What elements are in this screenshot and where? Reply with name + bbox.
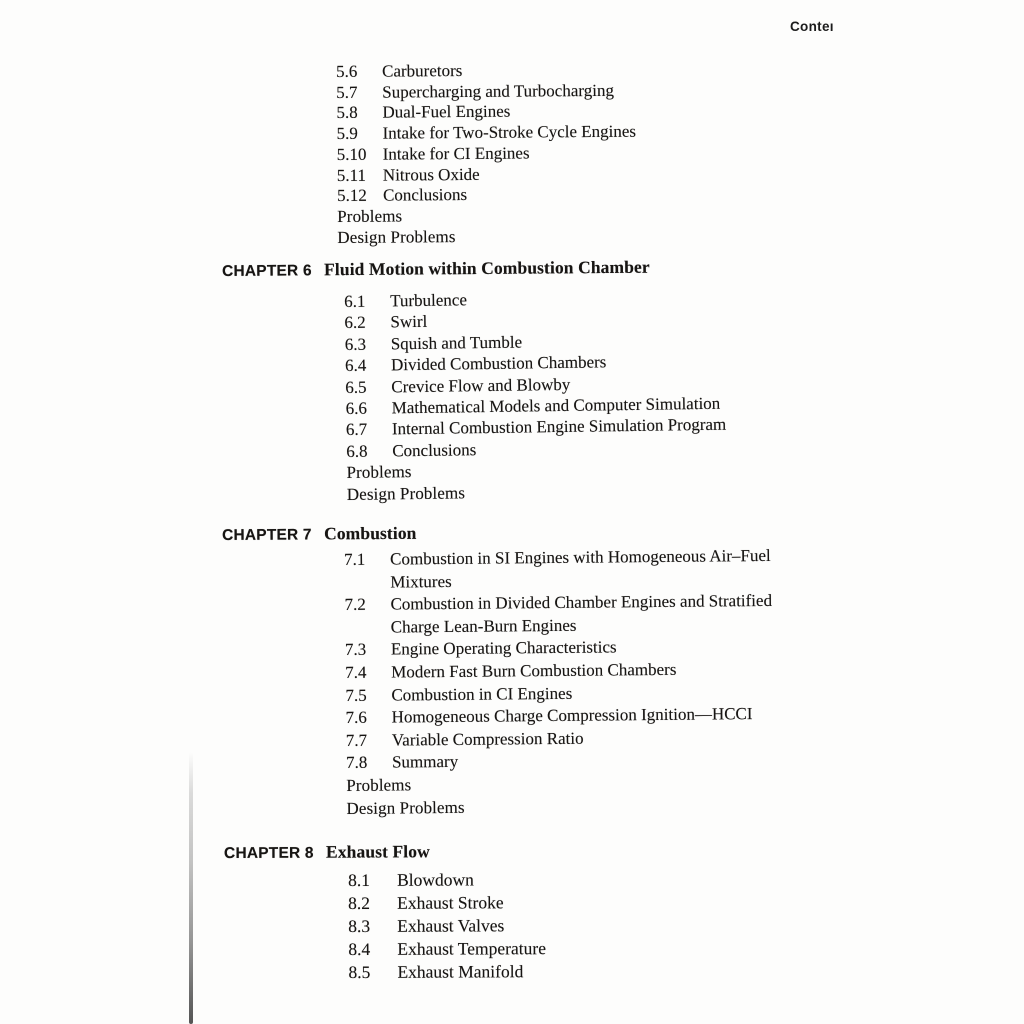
item-title: Intake for Two-Stroke Cycle Engines bbox=[382, 121, 637, 143]
item-title: Summary bbox=[391, 752, 459, 772]
design-problems-line: Design Problems bbox=[346, 797, 465, 818]
toc-item bbox=[336, 122, 636, 145]
item-title: Intake for CI Engines bbox=[382, 143, 530, 164]
item-number: 7.2 bbox=[344, 594, 366, 615]
item-title: Exhaust Temperature bbox=[397, 938, 547, 959]
item-number: 6.1 bbox=[344, 291, 366, 311]
chapter-label: CHAPTER 7 bbox=[222, 526, 312, 544]
item-number: 7.3 bbox=[344, 640, 367, 660]
item-number: 8.5 bbox=[348, 961, 371, 982]
item-number: 8.1 bbox=[348, 869, 370, 890]
toc-item bbox=[344, 590, 805, 640]
chapter6-heading bbox=[222, 257, 650, 281]
item-title: Squish and Tumble bbox=[390, 332, 523, 354]
chapter-title: Combustion bbox=[323, 522, 417, 544]
item-title: Internal Combustion Engine Simulation Program bbox=[391, 415, 727, 439]
item-number: 8.4 bbox=[348, 938, 371, 959]
problems-line: Problems bbox=[337, 206, 403, 226]
toc-item bbox=[348, 914, 546, 938]
item-number: 5.11 bbox=[336, 165, 367, 185]
toc-item bbox=[344, 545, 805, 595]
item-number: 5.12 bbox=[336, 185, 367, 206]
item-title: Carburetors bbox=[381, 61, 463, 81]
item-title: Nitrous Oxide bbox=[382, 164, 480, 185]
design-problems-line: Design Problems bbox=[346, 482, 466, 504]
toc-item bbox=[348, 891, 546, 915]
item-title: Dual-Fuel Engines bbox=[382, 102, 511, 123]
toc-item bbox=[348, 868, 546, 892]
item-number: 6.6 bbox=[345, 398, 368, 419]
item-title: Divided Combustion Chambers bbox=[390, 352, 607, 375]
item-number: 6.7 bbox=[345, 420, 368, 440]
item-title: Mathematical Models and Computer Simulation bbox=[391, 393, 721, 418]
item-title: Combustion in SI Engines with Homogeneous Air–Fuel Mixtures bbox=[390, 545, 771, 592]
item-number: 6.5 bbox=[345, 377, 367, 397]
item-number: 5.9 bbox=[336, 123, 358, 144]
item-title: Modern Fast Burn Combustion Chambers bbox=[391, 659, 677, 682]
item-number: 7.1 bbox=[344, 549, 366, 569]
item-number: 7.8 bbox=[345, 753, 368, 773]
item-number: 7.4 bbox=[345, 662, 367, 682]
item-title: Variable Compression Ratio bbox=[391, 728, 584, 750]
item-number: 6.8 bbox=[346, 441, 368, 461]
running-header: Conteı bbox=[790, 19, 834, 34]
toc-item bbox=[337, 163, 637, 186]
item-number: 6.3 bbox=[344, 334, 367, 354]
item-title: Conclusions bbox=[392, 440, 477, 461]
item-title: Exhaust Manifold bbox=[397, 961, 524, 982]
item-title: Combustion in CI Engines bbox=[391, 683, 573, 705]
chapter8-heading bbox=[224, 841, 430, 863]
item-number: 6.4 bbox=[344, 355, 367, 376]
item-number: 7.5 bbox=[345, 685, 367, 705]
toc-item bbox=[348, 937, 546, 961]
toc-item bbox=[336, 80, 636, 103]
item-title: Combustion in Divided Chamber Engines and Stratified Charge Lean-Burn Engines bbox=[390, 591, 773, 637]
item-number: 5.6 bbox=[336, 61, 358, 81]
chapter-title: Exhaust Flow bbox=[325, 841, 430, 862]
item-title: Conclusions bbox=[382, 185, 468, 205]
toc-item bbox=[336, 101, 636, 124]
item-title: Crevice Flow and Blowby bbox=[391, 374, 571, 396]
chapter7-heading bbox=[222, 523, 417, 545]
item-title: Homogeneous Charge Compression Ignition—HCCI bbox=[391, 704, 753, 727]
item-number: 5.8 bbox=[336, 103, 358, 123]
problems-line: Problems bbox=[346, 462, 412, 483]
chapter-label: CHAPTER 6 bbox=[222, 262, 312, 280]
item-number: 6.2 bbox=[344, 313, 366, 333]
item-title: Blowdown bbox=[397, 869, 474, 890]
item-title: Supercharging and Turbocharging bbox=[382, 80, 614, 102]
item-number: 5.10 bbox=[336, 144, 367, 164]
item-number: 8.2 bbox=[348, 892, 371, 913]
item-number: 8.3 bbox=[348, 915, 371, 936]
chapter5-items bbox=[336, 60, 637, 249]
problems-line: Problems bbox=[346, 775, 412, 795]
chapter-title: Fluid Motion within Combustion Chamber bbox=[323, 256, 650, 280]
toc-item bbox=[337, 184, 637, 207]
toc-item bbox=[348, 960, 546, 984]
item-number: 7.7 bbox=[345, 730, 368, 750]
chapter-label: CHAPTER 8 bbox=[224, 844, 314, 862]
item-number: 7.6 bbox=[345, 707, 367, 728]
item-title: Engine Operating Characteristics bbox=[390, 637, 617, 659]
item-number: 5.7 bbox=[336, 82, 358, 102]
page-binding-shadow bbox=[189, 752, 193, 1024]
toc-item bbox=[346, 703, 807, 730]
item-title: Turbulence bbox=[390, 290, 468, 311]
chapter8-items bbox=[348, 868, 546, 984]
item-title: Exhaust Stroke bbox=[397, 892, 504, 913]
toc-item bbox=[337, 142, 637, 165]
chapter6-items bbox=[344, 286, 727, 505]
item-title: Swirl bbox=[390, 312, 428, 332]
design-problems-line: Design Problems bbox=[337, 226, 456, 247]
chapter7-items bbox=[344, 545, 808, 821]
toc-item bbox=[336, 60, 636, 83]
item-title: Exhaust Valves bbox=[397, 915, 505, 936]
